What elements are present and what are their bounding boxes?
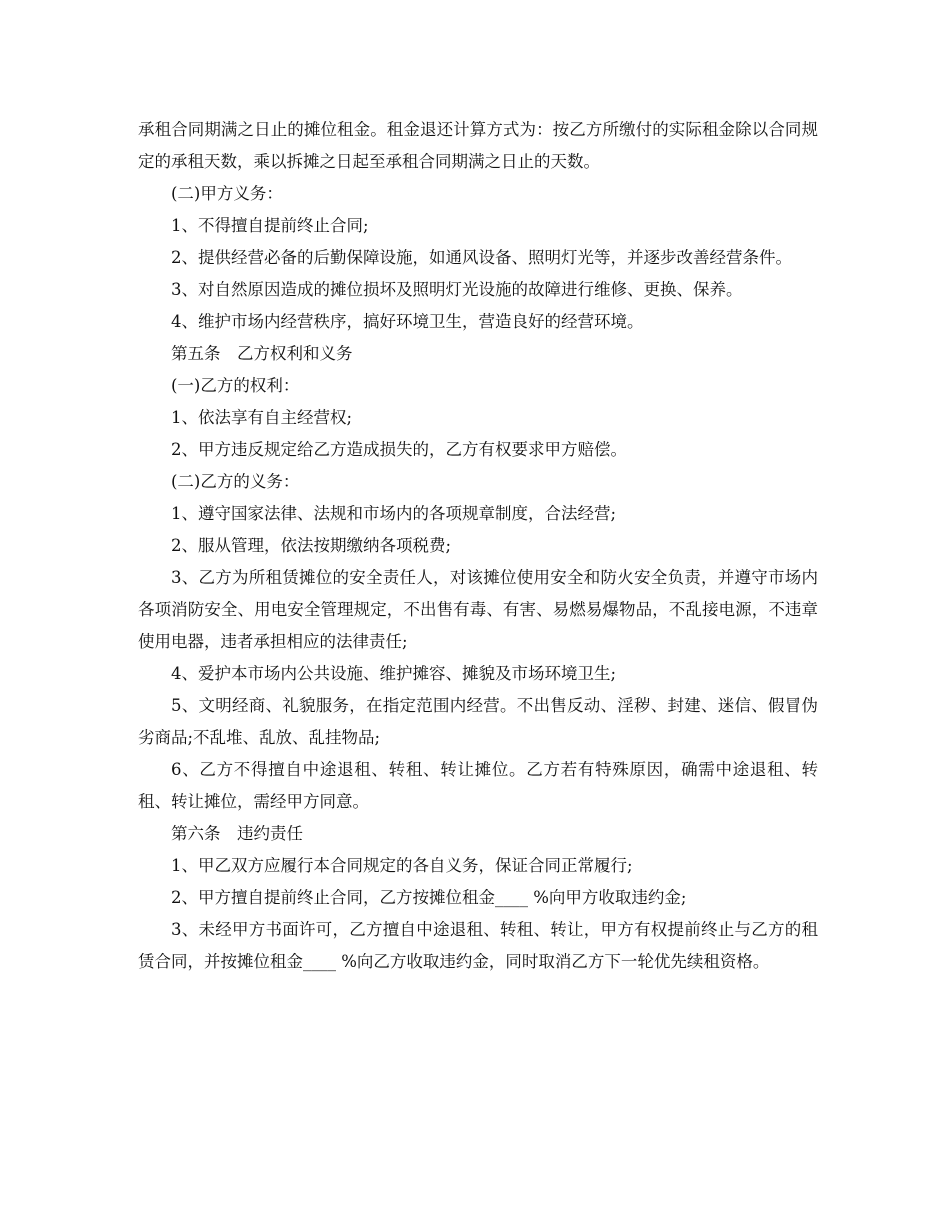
list-item: 2、服从管理，依法按期缴纳各项税费; xyxy=(171,536,452,555)
list-item: 3、未经甲方书面许可，乙方擅自中途退租、转租、转让，甲方有权提前终止与乙方的租赁合同，并按摊位租金____ %向乙方收取违约金，同时取消乙方下一轮优先续租资格。 xyxy=(138,920,818,971)
heading-party-b-rights: (一)乙方的权利： xyxy=(171,376,300,395)
list-item: 2、提供经营必备的后勤保障设施，如通风设备、照明灯光等，并逐步改善经营条件。 xyxy=(171,248,792,267)
heading-party-a-obligations: (二)甲方义务： xyxy=(171,184,283,203)
paragraph-rent-refund: 承租合同期满之日止的摊位租金。租金退还计算方式为：按乙方所缴付的实际租金除以合同规定的承租天数，乘以拆摊之日起至承租合同期满之日止的天数。 xyxy=(138,120,818,171)
list-item: 5、文明经商、礼貌服务，在指定范围内经营。不出售反动、淫秽、封建、迷信、假冒伪劣商品;不乱堆、乱放、乱挂物品; xyxy=(138,696,818,747)
list-item: 2、甲方擅自提前终止合同，乙方按摊位租金____ %向甲方收取违约金; xyxy=(171,888,687,907)
list-item: 3、乙方为所租赁摊位的安全责任人，对该摊位使用安全和防火安全负责，并遵守市场内各项消防安全、用电安全管理规定，不出售有毒、有害、易燃易爆物品，不乱接电源，不违章使用电器，违者承担相应的法律责任; xyxy=(138,568,818,651)
article-heading-5: 第五条 乙方权利和义务 xyxy=(171,344,353,363)
list-item: 2、甲方违反规定给乙方造成损失的，乙方有权要求甲方赔偿。 xyxy=(171,440,627,459)
list-item: 1、不得擅自提前终止合同; xyxy=(171,216,369,235)
list-item: 1、甲乙双方应履行本合同规定的各自义务，保证合同正常履行; xyxy=(171,856,633,875)
list-item: 4、爱护本市场内公共设施、维护摊容、摊貌及市场环境卫生; xyxy=(171,664,617,683)
document-body xyxy=(138,114,818,978)
list-item: 6、乙方不得擅自中途退租、转租、转让摊位。乙方若有特殊原因，确需中途退租、转租、转让摊位，需经甲方同意。 xyxy=(138,760,818,811)
list-item: 3、对自然原因造成的摊位损坏及照明灯光设施的故障进行维修、更换、保养。 xyxy=(171,280,743,299)
list-item: 1、遵守国家法律、法规和市场内的各项规章制度，合法经营; xyxy=(171,504,617,523)
list-item: 1、依法享有自主经营权; xyxy=(171,408,353,427)
heading-party-b-obligations: (二)乙方的义务： xyxy=(171,472,300,491)
list-item: 4、维护市场内经营秩序，搞好环境卫生，营造良好的经营环境。 xyxy=(171,312,644,331)
article-heading-6: 第六条 违约责任 xyxy=(171,824,303,843)
